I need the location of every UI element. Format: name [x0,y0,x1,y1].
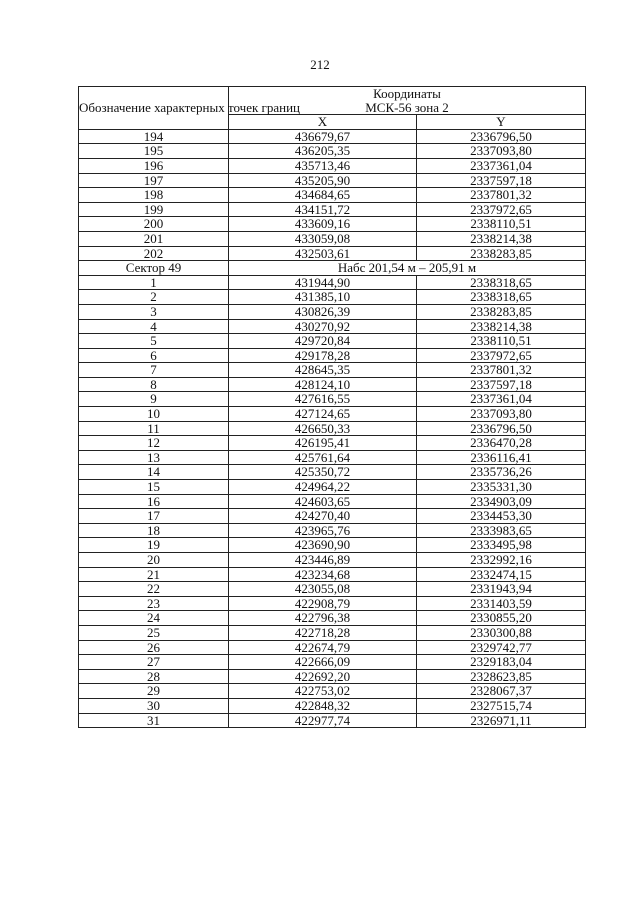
table-row [79,275,586,290]
x-coordinate-cell: 429178,28 [229,348,417,363]
table-row [79,713,586,728]
table-row [79,640,586,655]
x-coordinate-cell: 435205,90 [229,173,417,188]
point-cell: 27 [79,655,229,670]
y-coordinate-cell: 2337093,80 [417,407,586,422]
x-coordinate-cell: 424603,65 [229,494,417,509]
page-number: 212 [310,57,330,72]
table-row [79,465,586,480]
point-cell: 199 [79,202,229,217]
x-coordinate-cell: 423234,68 [229,567,417,582]
point-cell: 11 [79,421,229,436]
table-row [79,392,586,407]
table-row [79,319,586,334]
x-coordinate-cell: 435713,46 [229,158,417,173]
point-cell: 200 [79,217,229,232]
point-cell: 194 [79,129,229,144]
point-cell: 9 [79,392,229,407]
x-coordinate-cell: 422796,38 [229,611,417,626]
point-cell: 196 [79,158,229,173]
x-coordinate-cell: 422718,28 [229,625,417,640]
x-coordinate-cell: 432503,61 [229,246,417,261]
point-cell: 8 [79,377,229,392]
y-coordinate-cell: 2331943,94 [417,582,586,597]
point-cell: 19 [79,538,229,553]
sector-section [79,261,586,276]
point-cell: 15 [79,480,229,495]
point-cell: 13 [79,450,229,465]
coordinate-system: МСК-56 зона 2 [365,99,449,115]
y-coordinate-cell: 2336470,28 [417,436,586,451]
sector-row [79,261,586,276]
point-cell: 5 [79,334,229,349]
y-coordinate-cell: 2334453,30 [417,509,586,524]
table-row [79,188,586,203]
table-row [79,611,586,626]
x-coordinate-cell: 422848,32 [229,698,417,713]
point-column-header: Обозначение характерных точек границ [79,87,229,130]
table-row [79,567,586,582]
point-cell: 22 [79,582,229,597]
table-row [79,698,586,713]
y-coordinate-cell: 2330300,88 [417,625,586,640]
y-column-header: Y [417,115,586,130]
y-coordinate-cell: 2334903,09 [417,494,586,509]
table-row [79,334,586,349]
table-row [79,158,586,173]
x-coordinate-cell: 428124,10 [229,377,417,392]
point-cell: 202 [79,246,229,261]
x-coordinate-cell: 425350,72 [229,465,417,480]
x-coordinate-cell: 427616,55 [229,392,417,407]
rows-after-sector [79,275,586,727]
y-coordinate-cell: 2338214,38 [417,231,586,246]
table-row [79,173,586,188]
y-coordinate-cell: 2336796,50 [417,421,586,436]
table-row [79,553,586,568]
table-row [79,684,586,699]
table-row [79,582,586,597]
x-coordinate-cell: 422666,09 [229,655,417,670]
y-coordinate-cell: 2337093,80 [417,144,586,159]
table-row [79,348,586,363]
x-coordinate-cell: 422674,79 [229,640,417,655]
x-coordinate-cell: 425761,64 [229,450,417,465]
y-coordinate-cell: 2337801,32 [417,363,586,378]
table-row [79,407,586,422]
point-cell: 14 [79,465,229,480]
x-coordinate-cell: 423055,08 [229,582,417,597]
table-row [79,217,586,232]
x-coordinate-cell: 430826,39 [229,304,417,319]
y-coordinate-cell: 2331403,59 [417,596,586,611]
point-cell: 30 [79,698,229,713]
y-coordinate-cell: 2338283,85 [417,304,586,319]
coordinates-table [78,86,586,728]
y-coordinate-cell: 2337597,18 [417,173,586,188]
point-cell: 24 [79,611,229,626]
table-row [79,202,586,217]
y-coordinate-cell: 2338214,38 [417,319,586,334]
y-coordinate-cell: 2336796,50 [417,129,586,144]
x-coordinate-cell: 423690,90 [229,538,417,553]
y-coordinate-cell: 2335331,30 [417,480,586,495]
x-coordinate-cell: 434684,65 [229,188,417,203]
x-column-header: X [229,115,417,130]
y-coordinate-cell: 2338283,85 [417,246,586,261]
point-cell: 16 [79,494,229,509]
table-row [79,246,586,261]
y-coordinate-cell: 2337972,65 [417,202,586,217]
x-coordinate-cell: 433609,16 [229,217,417,232]
point-cell: 17 [79,509,229,524]
y-coordinate-cell: 2329183,04 [417,655,586,670]
y-coordinate-cell: 2337361,04 [417,158,586,173]
table-row [79,625,586,640]
point-cell: 25 [79,625,229,640]
y-coordinate-cell: 2328623,85 [417,669,586,684]
table-row [79,655,586,670]
table-row [79,304,586,319]
table-row [79,538,586,553]
table-row [79,523,586,538]
point-cell: 10 [79,407,229,422]
table-row [79,669,586,684]
x-coordinate-cell: 424270,40 [229,509,417,524]
y-coordinate-cell: 2337361,04 [417,392,586,407]
table-header [79,87,586,130]
rows-before-sector [79,129,586,260]
x-coordinate-cell: 427124,65 [229,407,417,422]
table-row [79,596,586,611]
point-cell: 3 [79,304,229,319]
point-cell: 23 [79,596,229,611]
x-coordinate-cell: 436679,67 [229,129,417,144]
table-row [79,421,586,436]
point-cell: 26 [79,640,229,655]
point-cell: 6 [79,348,229,363]
y-coordinate-cell: 2332474,15 [417,567,586,582]
point-cell: 1 [79,275,229,290]
y-coordinate-cell: 2338110,51 [417,217,586,232]
y-coordinate-cell: 2329742,77 [417,640,586,655]
x-coordinate-cell: 422977,74 [229,713,417,728]
table-row [79,144,586,159]
y-coordinate-cell: 2337597,18 [417,377,586,392]
x-coordinate-cell: 431944,90 [229,275,417,290]
point-cell: 7 [79,363,229,378]
y-coordinate-cell: 2337972,65 [417,348,586,363]
x-coordinate-cell: 434151,72 [229,202,417,217]
x-coordinate-cell: 436205,35 [229,144,417,159]
x-coordinate-cell: 423446,89 [229,553,417,568]
table-row [79,231,586,246]
table-row [79,480,586,495]
x-coordinate-cell: 422908,79 [229,596,417,611]
point-cell: 201 [79,231,229,246]
table-row [79,509,586,524]
x-coordinate-cell: 430270,92 [229,319,417,334]
y-coordinate-cell: 2337801,32 [417,188,586,203]
point-cell: 198 [79,188,229,203]
point-cell: 2 [79,290,229,305]
table-row [79,494,586,509]
x-coordinate-cell: 429720,84 [229,334,417,349]
y-coordinate-cell: 2338318,65 [417,290,586,305]
x-coordinate-cell: 423965,76 [229,523,417,538]
x-coordinate-cell: 431385,10 [229,290,417,305]
point-cell: 31 [79,713,229,728]
table-row [79,129,586,144]
y-coordinate-cell: 2338318,65 [417,275,586,290]
point-cell: 4 [79,319,229,334]
point-cell: 12 [79,436,229,451]
sector-height-range: Набс 201,54 м – 205,91 м [229,261,586,276]
y-coordinate-cell: 2338110,51 [417,334,586,349]
x-coordinate-cell: 422692,20 [229,669,417,684]
y-coordinate-cell: 2328067,37 [417,684,586,699]
point-cell: 28 [79,669,229,684]
y-coordinate-cell: 2332992,16 [417,553,586,568]
table-row [79,436,586,451]
table-row [79,377,586,392]
sector-label: Сектор 49 [79,261,229,276]
y-coordinate-cell: 2333495,98 [417,538,586,553]
x-coordinate-cell: 424964,22 [229,480,417,495]
coordinates-title: Координаты [373,86,441,101]
point-cell: 21 [79,567,229,582]
x-coordinate-cell: 422753,02 [229,684,417,699]
y-coordinate-cell: 2335736,26 [417,465,586,480]
point-cell: 18 [79,523,229,538]
y-coordinate-cell: 2330855,20 [417,611,586,626]
y-coordinate-cell: 2333983,65 [417,523,586,538]
y-coordinate-cell: 2336116,41 [417,450,586,465]
y-coordinate-cell: 2327515,74 [417,698,586,713]
table-row [79,290,586,305]
x-coordinate-cell: 426195,41 [229,436,417,451]
point-cell: 195 [79,144,229,159]
x-coordinate-cell: 428645,35 [229,363,417,378]
point-cell: 197 [79,173,229,188]
table-row [79,450,586,465]
table-row [79,363,586,378]
point-cell: 20 [79,553,229,568]
x-coordinate-cell: 426650,33 [229,421,417,436]
x-coordinate-cell: 433059,08 [229,231,417,246]
y-coordinate-cell: 2326971,11 [417,713,586,728]
point-cell: 29 [79,684,229,699]
